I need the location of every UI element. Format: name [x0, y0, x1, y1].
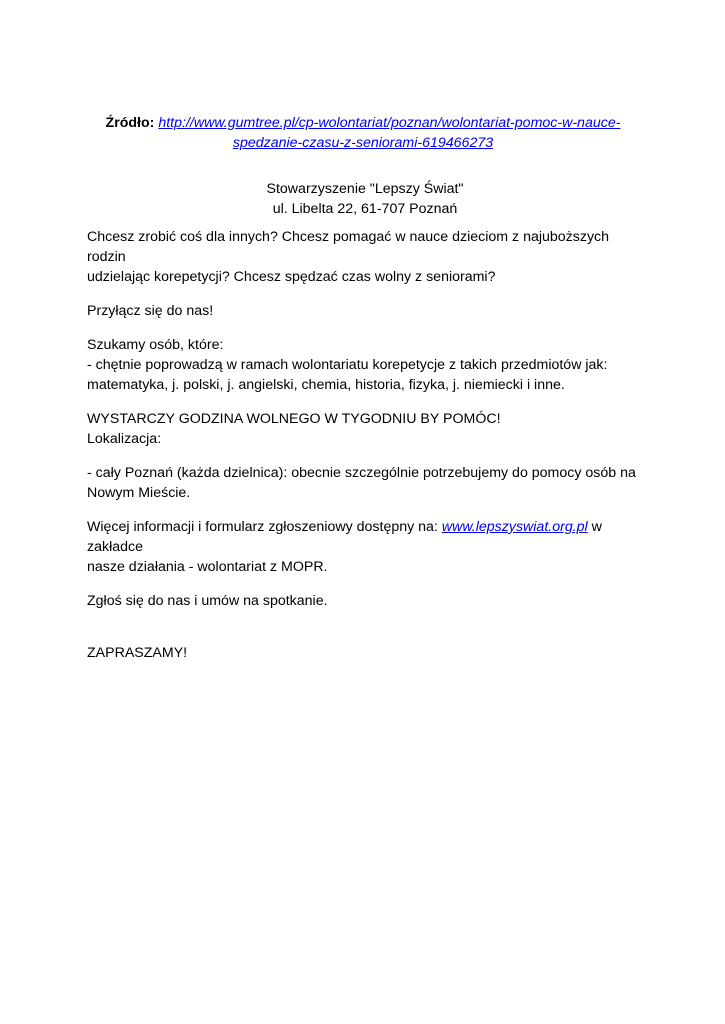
document-page — [87, 113, 647, 663]
hour-note: WYSTARCZY GODZINA WOLNEGO W TYGODNIU BY POMÓC! — [87, 411, 501, 427]
info-line-2: nasze działania - wolontariat z MOPR. — [87, 559, 328, 575]
seeking-line-1: Szukamy osób, które: — [87, 337, 224, 353]
source-line-2 — [83, 133, 643, 153]
location-line-1: - cały Poznań (każda dzielnica): obecnie szczególnie potrzebujemy do pomocy osób na — [87, 465, 636, 481]
join-text: Przyłącz się do nas! — [87, 303, 214, 319]
seeking-line-2: - chętnie poprowadzą w ramach wolontariatu korepetycje z takich przedmiotów jak: — [87, 357, 608, 373]
location-label: Lokalizacja: — [87, 431, 162, 447]
organization-block — [83, 179, 647, 219]
info-line-1 — [87, 517, 647, 557]
seeking-paragraph — [87, 335, 647, 395]
source-link[interactable]: http://www.gumtree.pl/cp-wolontariat/poznan/wolontariat-pomoc-w-nauce- — [158, 115, 621, 131]
join-paragraph — [87, 301, 647, 321]
website-link[interactable]: www.lepszyswiat.org.pl — [441, 519, 588, 535]
contact-paragraph — [87, 591, 647, 611]
info-paragraph — [87, 517, 647, 577]
info-prefix: Więcej informacji i formularz zgłoszeniowy dostępny na: — [87, 519, 442, 535]
organization-name: Stowarzyszenie "Lepszy Świat" — [266, 181, 464, 197]
closing-paragraph — [87, 643, 647, 663]
intro-line-2: udzielając korepetycji? Chcesz spędzać czas wolny z seniorami? — [87, 269, 496, 285]
info-suffix: w zakładce — [87, 519, 602, 555]
source-label: Źródło: — [105, 115, 155, 131]
source-block — [83, 113, 643, 153]
location-paragraph — [87, 463, 647, 503]
source-line-1 — [83, 113, 643, 133]
source-link-continued[interactable]: spedzanie-czasu-z-seniorami-619466273 — [232, 135, 494, 151]
closing-text: ZAPRASZAMY! — [87, 645, 188, 661]
location-line-2: Nowym Mieście. — [87, 485, 191, 501]
intro-paragraph — [87, 227, 647, 287]
contact-text: Zgłoś się do nas i umów na spotkanie. — [87, 593, 328, 609]
seeking-line-3: matematyka, j. polski, j. angielski, chemia, historia, fizyka, j. niemiecki i inne. — [87, 377, 565, 393]
intro-line-1: Chcesz zrobić coś dla innych? Chcesz pomagać w nauce dzieciom z najuboższych rodzin — [87, 229, 610, 265]
hour-paragraph — [87, 409, 647, 449]
organization-address: ul. Libelta 22, 61-707 Poznań — [272, 201, 458, 217]
